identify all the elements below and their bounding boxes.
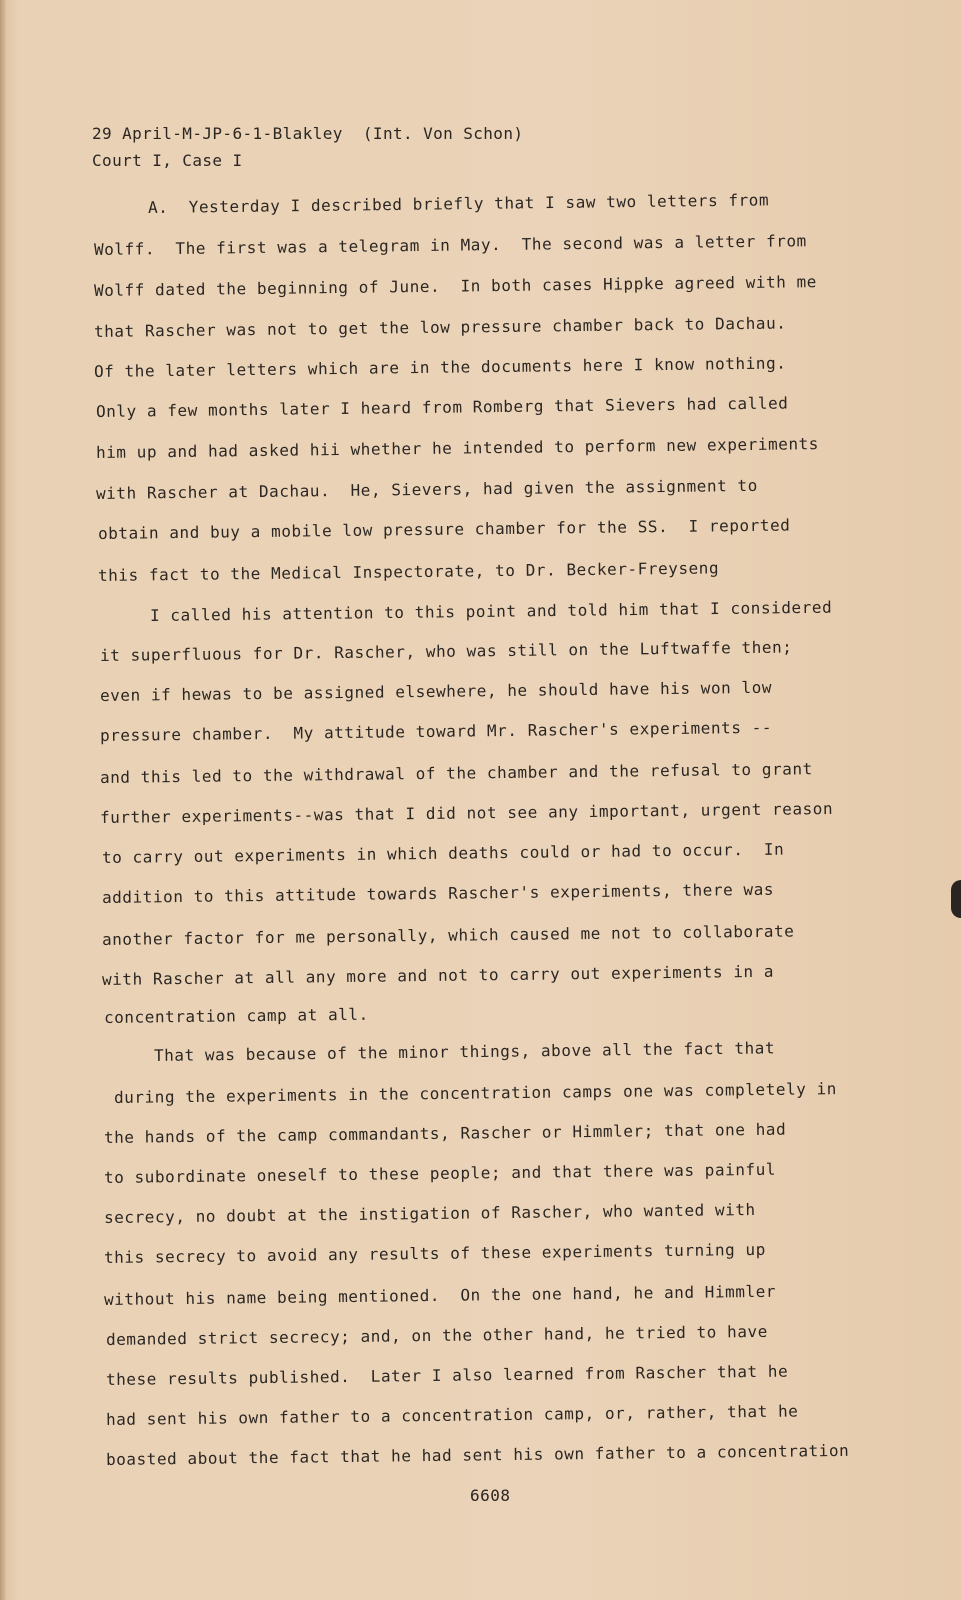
document-header xyxy=(92,120,523,174)
body-line: that Rascher was not to get the low pressure chamber back to Dachau. xyxy=(93,313,787,341)
header-court-line: Court I, Case I xyxy=(92,151,243,170)
body-line: Wolff. The first was a telegram in May. The second was a letter from xyxy=(93,231,807,259)
paper-edge xyxy=(0,0,6,1600)
body-line: with Rascher at Dachau. He, Sievers, had given the assignment to xyxy=(95,475,758,503)
body-line: obtain and buy a mobile low pressure chamber for the SS. I reported xyxy=(97,515,791,543)
binder-hole xyxy=(951,880,961,918)
body-line: these results published. Later I also learned from Rascher that he xyxy=(105,1361,789,1389)
body-line: demanded strict secrecy; and, on the other hand, he tried to have xyxy=(105,1321,768,1349)
body-line: secrecy, no doubt at the instigation of Rascher, who wanted with xyxy=(103,1200,756,1227)
body-line: even if hewas to be assigned elsewhere, he should have his won low xyxy=(99,677,773,705)
page-number: 6608 xyxy=(470,1486,511,1505)
body-line: during the experiments in the concentration camps one was completely in xyxy=(113,1079,838,1107)
body-line: another factor for me personally, which caused me not to collaborate xyxy=(101,921,795,949)
body-line: Wolff dated the beginning of June. In both cases Hippke agreed with me xyxy=(93,272,818,300)
body-line: I called his attention to this point and told him that I considered xyxy=(149,597,833,625)
body-line: That was because of the minor things, above all the fact that xyxy=(153,1038,776,1065)
body-line: pressure chamber. My attitude toward Mr. Rascher's experiments -- xyxy=(99,717,773,745)
body-line: with Rascher at all any more and not to carry out experiments in a xyxy=(101,961,775,989)
body-line: this fact to the Medical Inspectorate, to Dr. Becker-Freyseng xyxy=(97,558,720,585)
body-line: further experiments--was that I did not see any important, urgent reason xyxy=(99,799,834,827)
body-line: and this led to the withdrawal of the chamber and the refusal to grant xyxy=(99,759,813,787)
header-docket-line: 29 April-M-JP-6-1-Blakley (Int. Von Schon) xyxy=(92,124,524,143)
body-line: to carry out experiments in which deaths could or had to occur. In xyxy=(101,839,785,867)
body-line: without his name being mentioned. On the one hand, he and Himmler xyxy=(103,1281,777,1309)
body-line: the hands of the camp commandants, Rascher or Himmler; that one had xyxy=(103,1119,787,1147)
body-line: Only a few months later I heard from Romberg that Sievers had called xyxy=(95,393,789,421)
body-line: A. Yesterday I described briefly that I saw two letters from xyxy=(147,190,770,217)
body-line: him up and had asked hii whether he intended to perform new experiments xyxy=(95,434,820,462)
body-line: this secrecy to avoid any results of these experiments turning up xyxy=(103,1239,766,1267)
body-line: it superfluous for Dr. Rascher, who was still on the Luftwaffe then; xyxy=(99,637,793,665)
body-line: to subordinate oneself to these people; and that there was painful xyxy=(103,1159,777,1187)
body-line: Of the later letters which are in the documents here I know nothing. xyxy=(93,353,787,381)
body-line: addition to this attitude towards Rascher's experiments, there was xyxy=(101,879,775,907)
body-line: concentration camp at all. xyxy=(103,1004,369,1027)
body-line: boasted about the fact that he had sent his own father to a concentration xyxy=(105,1440,850,1469)
body-line: had sent his own father to a concentration camp, or, rather, that he xyxy=(105,1401,799,1429)
